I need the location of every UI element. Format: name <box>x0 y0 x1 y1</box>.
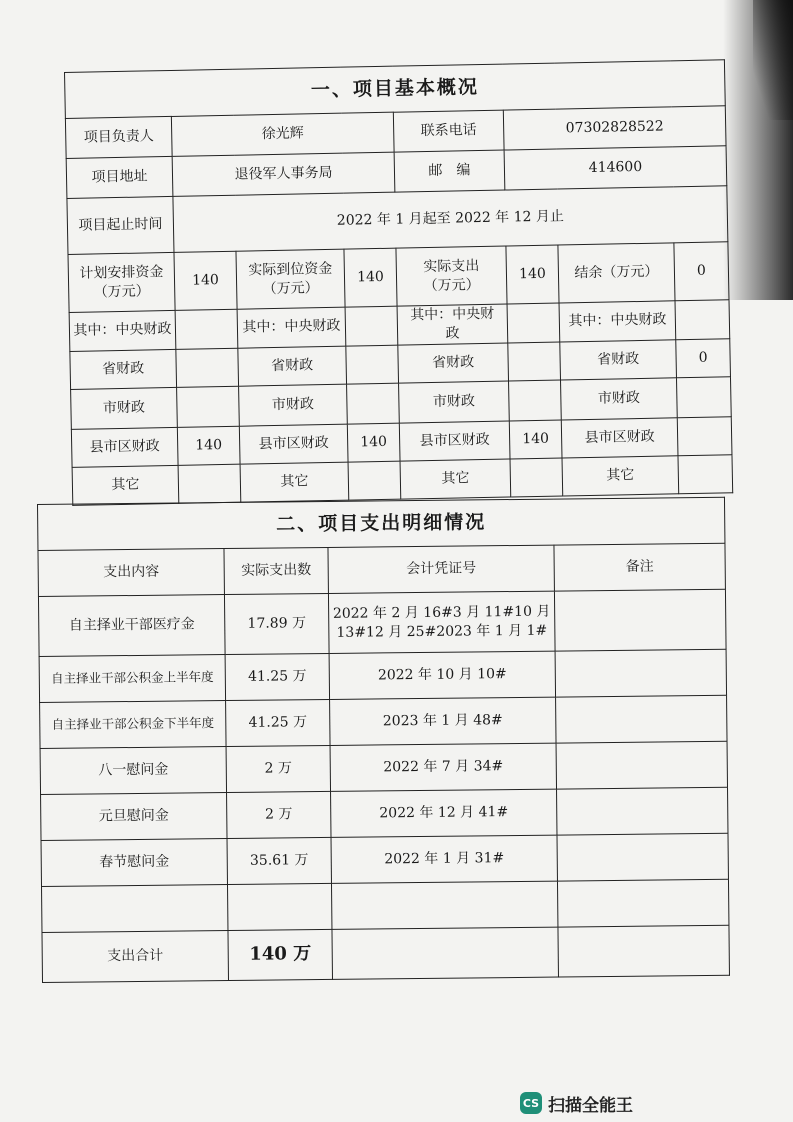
funds-row-label: 其它 <box>72 465 179 505</box>
row-amount: 2 万 <box>227 791 331 838</box>
postcode-value: 414600 <box>504 146 727 190</box>
table-row <box>39 649 726 702</box>
funds-row-label: 其它 <box>400 459 511 499</box>
funds-row-label: 其中：中央财政 <box>237 307 346 348</box>
row-content: 自主择业干部公积金上半年度 <box>39 655 225 703</box>
funds-row-label: 其中：中央财政 <box>559 301 676 342</box>
planned-funds-value: 140 <box>174 251 237 310</box>
scanner-watermark <box>520 1092 633 1114</box>
row-content: 自主择业干部医疗金 <box>38 595 225 657</box>
row-amount: 41.25 万 <box>225 653 329 700</box>
funds-row-value <box>345 306 398 346</box>
section1-title: 一、项目基本概况 <box>65 60 726 119</box>
funds-row-label: 其它 <box>562 456 679 496</box>
row-note <box>557 879 728 927</box>
address-value: 退役军人事务局 <box>172 152 395 196</box>
total-value: 140 万 <box>228 929 333 980</box>
row-voucher: 2022 年 2 月 16#3 月 11#10 月 13#12 月 25#2023 年 1 月 1# <box>328 591 555 653</box>
funds-row-value <box>675 300 730 340</box>
row-note <box>557 833 728 881</box>
scan-shadow-edge <box>753 0 793 120</box>
balance-value: 0 <box>674 242 729 301</box>
balance-label: 结余（万元） <box>558 243 675 303</box>
watermark-text: 扫描全能王 <box>548 1095 633 1116</box>
funds-row-label: 市财政 <box>71 387 178 429</box>
funds-row-value <box>346 345 399 384</box>
funds-row-value <box>510 458 563 497</box>
funds-row-value <box>507 303 560 343</box>
phone-label: 联系电话 <box>393 110 504 152</box>
row-amount: 17.89 万 <box>224 593 329 654</box>
funds-row-label: 市财政 <box>239 384 348 426</box>
camscanner-icon: CS <box>520 1092 542 1114</box>
total-voucher <box>332 927 559 979</box>
row-note <box>556 741 727 789</box>
table-row <box>38 589 726 656</box>
funds-row-label: 其它 <box>240 462 349 502</box>
row-amount: 35.61 万 <box>227 837 331 884</box>
funds-row-value: 0 <box>676 339 731 378</box>
table-row <box>41 787 728 840</box>
row-content: 八一慰问金 <box>40 747 226 795</box>
funds-row-value <box>509 380 562 421</box>
funds-row-label: 其中：中央财 政 <box>397 304 508 345</box>
header-content: 支出内容 <box>38 549 224 597</box>
phone-value: 07302828522 <box>503 106 726 150</box>
row-voucher: 2022 年 10 月 10# <box>329 651 555 699</box>
header-note: 备注 <box>554 543 725 591</box>
total-row <box>42 925 730 982</box>
row-voucher: 2022 年 1 月 31# <box>331 835 557 883</box>
total-label: 支出合计 <box>42 931 229 983</box>
funds-row-value: 140 <box>177 426 240 465</box>
funds-row-label: 省财政 <box>398 343 509 383</box>
row-voucher: 2023 年 1 月 48# <box>330 697 556 745</box>
row-note <box>557 787 728 835</box>
spent-funds-value: 140 <box>506 245 559 304</box>
funds-row-value <box>178 464 241 503</box>
funds-row-label: 省财政 <box>70 349 177 389</box>
row-voucher <box>331 881 557 929</box>
funds-row-value <box>508 342 561 381</box>
funds-row-label: 县市区财政 <box>71 427 178 467</box>
section2-title: 二、项目支出明细情况 <box>38 497 725 550</box>
row-note <box>555 649 726 697</box>
total-note <box>558 925 730 977</box>
funds-row-value <box>176 348 239 387</box>
row-content: 元旦慰问金 <box>41 793 227 841</box>
funds-row-value <box>348 461 401 500</box>
funds-row-label: 县市区财政 <box>239 424 348 464</box>
actual-funds-label: 实际到位资金 （万元） <box>236 249 345 309</box>
funds-row-value <box>175 309 238 349</box>
row-voucher: 2022 年 12 月 41# <box>331 789 557 837</box>
planned-funds-label: 计划安排资金 （万元） <box>68 252 175 312</box>
table-row <box>42 879 729 932</box>
funds-row-label: 市财政 <box>561 378 678 420</box>
row-amount: 2 万 <box>226 745 330 792</box>
address-label: 项目地址 <box>66 156 173 198</box>
table-header-row <box>38 543 725 596</box>
leader-label: 项目负责人 <box>65 116 172 158</box>
postcode-label: 邮 编 <box>394 150 505 192</box>
period-value: 2022 年 1 月起至 2022 年 12 月止 <box>173 186 728 253</box>
funds-row-value: 140 <box>347 423 400 462</box>
period-label: 项目起止时间 <box>67 196 174 254</box>
funds-row-value <box>677 417 732 456</box>
funds-row-label: 省财政 <box>238 346 347 386</box>
header-voucher: 会计凭证号 <box>328 545 554 593</box>
expenditure-detail-table <box>37 497 730 983</box>
row-content: 自主择业干部公积金下半年度 <box>40 701 226 749</box>
project-overview-table <box>64 59 733 505</box>
leader-value: 徐光辉 <box>171 112 394 156</box>
funds-row-label: 其中：中央财政 <box>69 310 176 351</box>
funds-row-value: 140 <box>509 420 562 459</box>
row-note <box>554 589 726 651</box>
row-amount: 41.25 万 <box>226 699 330 746</box>
funds-row-value <box>676 377 731 418</box>
header-amount: 实际支出数 <box>224 547 328 594</box>
actual-funds-value: 140 <box>344 248 397 307</box>
row-amount <box>227 883 331 930</box>
row-note <box>556 695 727 743</box>
table-row <box>40 741 727 794</box>
spent-funds-label: 实际支出 （万元） <box>396 246 507 306</box>
funds-row-label: 市财政 <box>399 381 510 423</box>
table-row <box>41 833 728 886</box>
funds-row-value <box>347 383 400 424</box>
row-content: 春节慰问金 <box>41 839 227 887</box>
table-row <box>40 695 727 748</box>
funds-row-value <box>177 386 240 427</box>
funds-row-value <box>678 455 733 494</box>
funds-row-label: 县市区财政 <box>399 421 510 461</box>
row-content <box>42 885 228 933</box>
funds-row-label: 县市区财政 <box>561 418 678 458</box>
funds-row-label: 省财政 <box>560 340 677 380</box>
row-voucher: 2022 年 7 月 34# <box>330 743 556 791</box>
